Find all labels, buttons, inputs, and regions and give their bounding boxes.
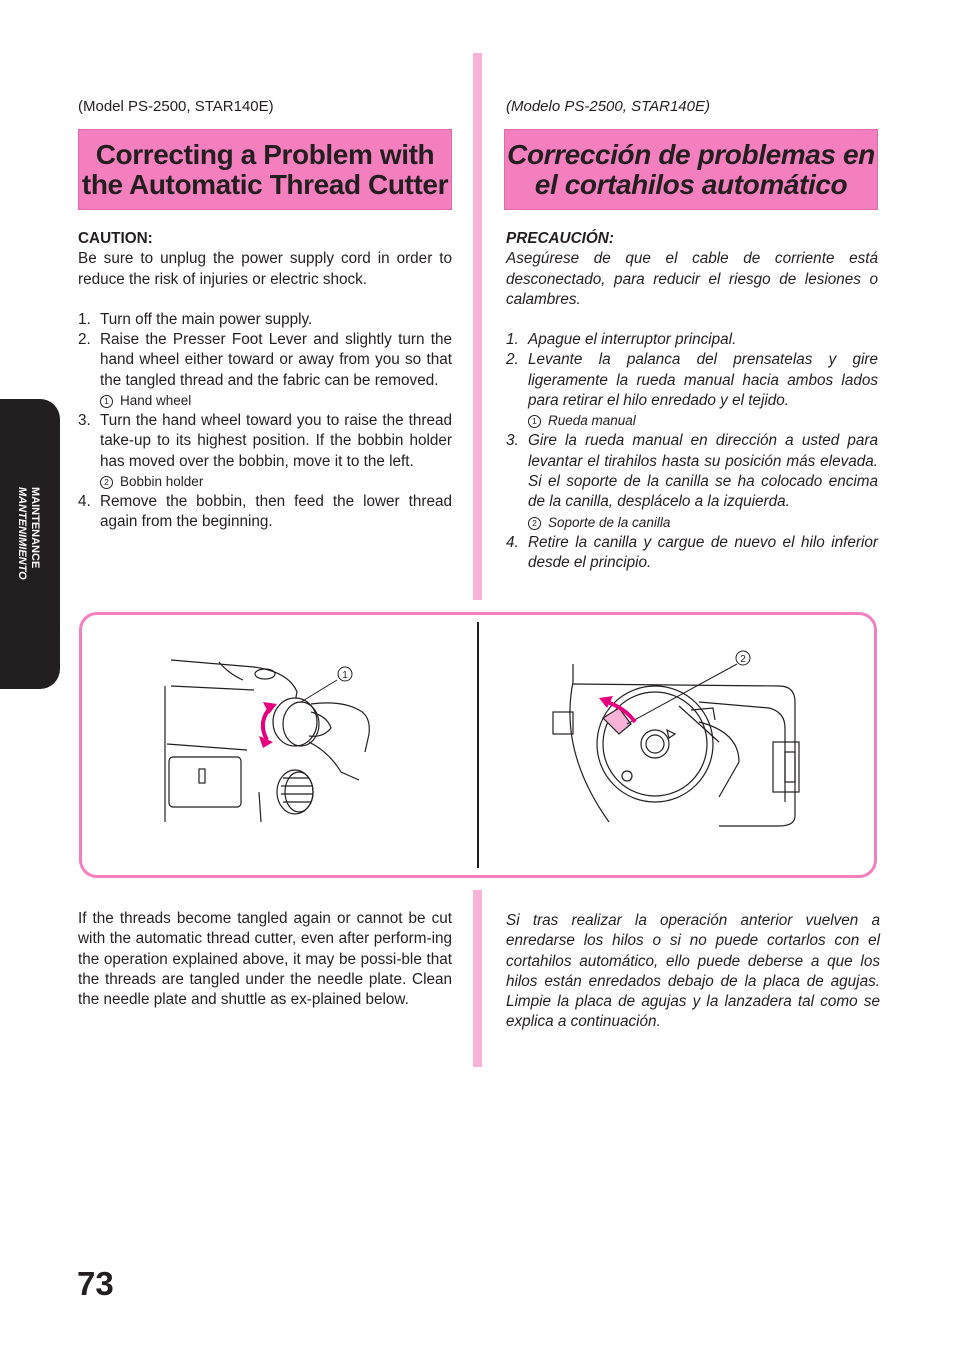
step-item: 3. Turn the hand wheel toward you to raise the thread take-up to its highest position. If the bobbin holder has moved over the bobbin, move it to the left.: [78, 412, 452, 470]
side-tab-en: MAINTENANCE: [29, 487, 41, 569]
bobbin-area-drawing: [553, 664, 799, 826]
steps-list-en: [78, 310, 452, 533]
title-en-line2: the Automatic Thread Cutter: [81, 168, 449, 200]
followup-text-es: Si tras realizar la operación anterior vuelven a enredarse los hilos o si no puede cortarlos con el cortahilos automático, ello puede deberse a que los hilos están enredados debajo de la placa de agujas. Limpie la placa de agujas y la lanzadera tal como se explica a continuación.: [506, 912, 880, 1031]
followup-text-en: If the threads become tangled again or cannot be cut with the automatic thread cutter, even after perform-ing the operation explained above, it may be possi-ble that the threads are tangled under the needle plate. Clean the needle plate and shuttle as ex-plained below.: [78, 910, 452, 1009]
illustration: [79, 612, 877, 878]
title-en-line1: Correcting a Problem with: [95, 138, 435, 170]
step-item: 1. Turn off the main power supply.: [78, 310, 313, 328]
page-title-es: [504, 129, 878, 210]
caution-heading-es: PRECAUCIÓN:: [506, 230, 614, 247]
model-note-es: (Modelo PS-2500, STAR140E): [506, 98, 710, 115]
hand-wheel-label-es: 1 Rueda manual: [506, 411, 878, 431]
column-divider-bottom: [473, 890, 482, 1067]
step-item: 2. Levante la palanca del prensatelas y gire ligeramente la rueda manual hacia ambos lados para retirar el hilo enredado y el tejido.: [506, 351, 878, 410]
caution-text-es: Asegúrese de que el cable de corriente está desconectado, para reducir el riesgo de lesiones o calambres.: [506, 250, 878, 308]
callout-2: 2: [740, 654, 746, 665]
instructions-es: [506, 229, 878, 573]
model-note-en: (Model PS-2500, STAR140E): [78, 98, 274, 115]
page-title-en: [78, 129, 452, 210]
title-es-line2: el cortahilos automático: [534, 168, 848, 200]
caution-heading-en: CAUTION:: [78, 230, 153, 247]
bobbin-holder-label-es: 2 Soporte de la canilla: [506, 513, 878, 533]
bobbin-holder-label-en: 2 Bobbin holder: [78, 472, 452, 492]
side-tab-label: [15, 487, 41, 580]
title-es-line1: Corrección de problemas en: [507, 138, 875, 170]
step-item: 4. Remove the bobbin, then feed the lower thread again from the beginning.: [78, 492, 452, 531]
step-item: 1. Apague el interruptor principal.: [506, 331, 737, 349]
steps-list-es: [506, 330, 878, 573]
column-divider-top: [473, 53, 482, 600]
callout-1: 1: [342, 670, 348, 681]
caution-text-en: Be sure to unplug the power supply cord in order to reduce the risk of injuries or electric shock.: [78, 250, 452, 288]
step-item: 3. Gire la rueda manual en dirección a usted para levantar el tirahilos hasta su posición más elevada. Si el soporte de la canilla se ha colocado encima de la canilla, desplácelo a la izquierda.: [506, 432, 878, 511]
instructions-en: [78, 229, 452, 533]
step-item: 2. Raise the Presser Foot Lever and slightly turn the hand wheel either toward or away from you so that the tangled thread and the fabric can be removed.: [78, 331, 452, 389]
hand-wheel-label-en: 1 Hand wheel: [78, 391, 452, 411]
side-tab-es: MANTENIMIENTO: [16, 487, 28, 580]
page-number: 73: [77, 1265, 114, 1302]
step-item: 4. Retire la canilla y cargue de nuevo el hilo inferior desde el principio.: [506, 533, 878, 571]
